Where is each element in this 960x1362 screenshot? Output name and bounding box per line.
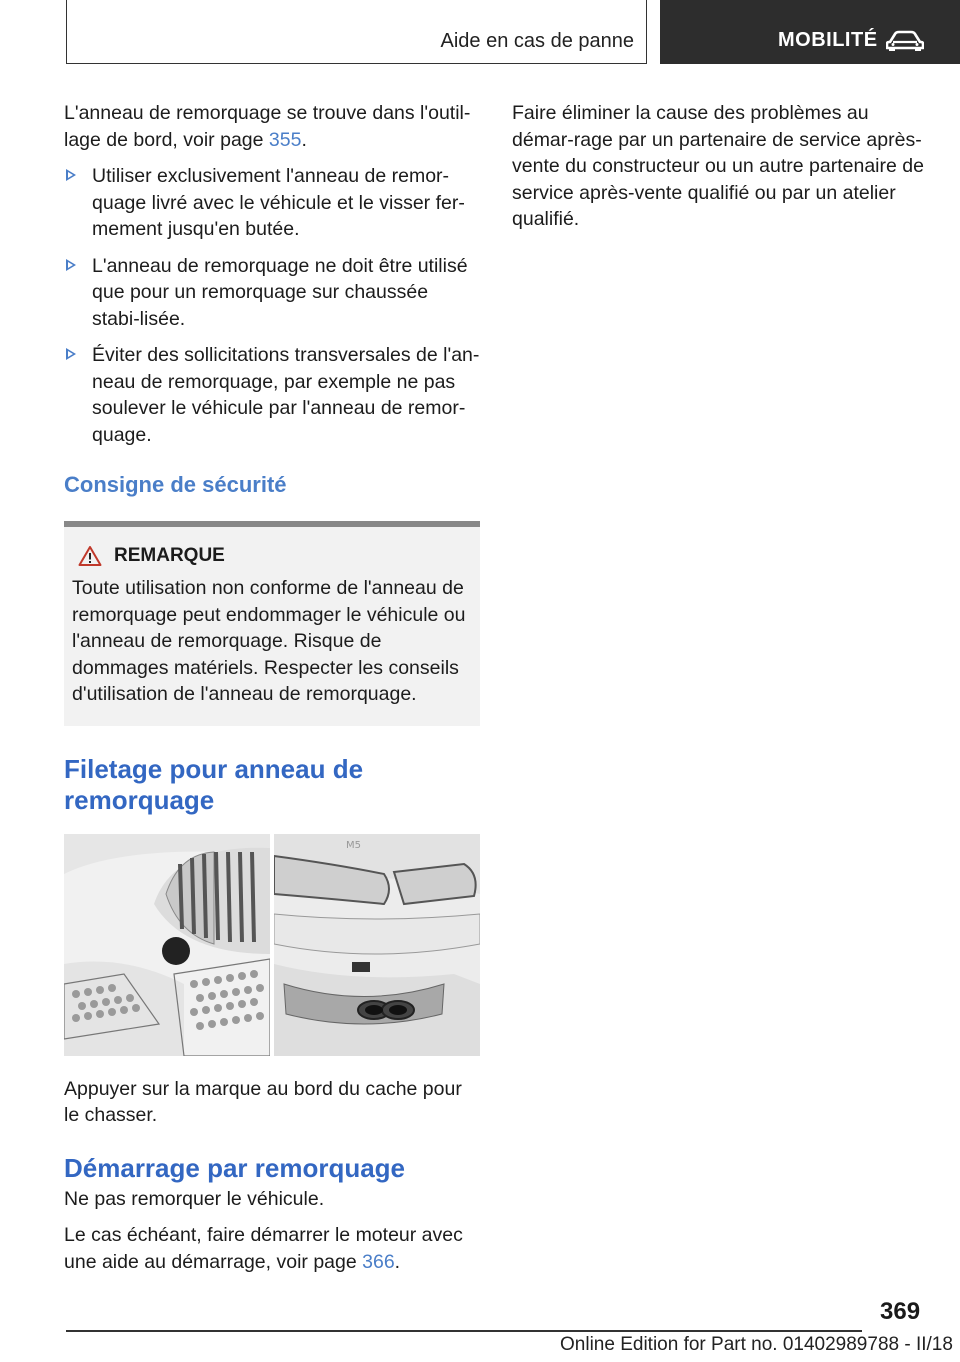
left-column bbox=[64, 100, 480, 1285]
list-item bbox=[64, 163, 480, 243]
triangle-bullet-icon bbox=[66, 348, 76, 360]
photo-caption: Appuyer sur la marque au bord du cache pour le chasser. bbox=[64, 1077, 462, 1126]
list-item bbox=[64, 253, 480, 333]
triangle-bullet-icon bbox=[66, 169, 76, 181]
list-item-text: L'anneau de remorquage ne doit être utilisé que pour un remorquage sur chaussée stabi-lisée. bbox=[92, 254, 468, 330]
right-paragraph: Faire éliminer la cause des problèmes au démar-rage par un partenaire de service après-vente du constructeur ou un autre partenaire de service après-vente qualifié ou par un atelier qualifié. bbox=[512, 102, 924, 230]
list-item bbox=[64, 342, 480, 448]
tow-start-paragraph-2 bbox=[64, 1222, 480, 1275]
page-number: 369 bbox=[880, 1298, 921, 1325]
intro-text: L'anneau de remorquage se trouve dans l'outil-lage de bord, voir page bbox=[64, 102, 471, 151]
header-section-box bbox=[66, 0, 647, 64]
list-item-text: Utiliser exclusivement l'anneau de remor-quage livré avec le véhicule et le visser fer-mement jusqu'en butée. bbox=[92, 165, 465, 240]
tow-start-text: Le cas échéant, faire démarrer le moteur avec une aide au démarrage, voir page bbox=[64, 1224, 463, 1273]
header-section-title: Aide en cas de panne bbox=[440, 30, 634, 52]
thread-heading: Filetage pour anneau de remorquage bbox=[64, 753, 364, 815]
list-item-text: Éviter des sollicitations transversales de l'an-neau de remorquage, par exemple ne pas soulever le véhicule par l'anneau de remor-quage. bbox=[92, 344, 480, 446]
notice-title: REMARQUE bbox=[114, 544, 225, 566]
footer-edition: Online Edition for Part no. 01402989788 - II/18 bbox=[560, 1334, 953, 1355]
notice-text: Toute utilisation non conforme de l'anneau de remorquage peut endommager le véhicule ou l'anneau de remorquage. Risque de dommages matériels. Respecter les conseils d'utilisation de l'anneau de remorquage. bbox=[72, 577, 466, 705]
front-bumper-image bbox=[64, 834, 270, 1056]
intro-paragraph bbox=[64, 100, 480, 153]
bullet-list bbox=[64, 163, 480, 448]
triangle-bullet-icon bbox=[66, 259, 76, 271]
safety-heading: Consigne de sécurité bbox=[64, 472, 287, 497]
svg-text:M5: M5 bbox=[346, 839, 361, 851]
right-column bbox=[512, 100, 928, 243]
tow-start-heading: Démarrage par remorquage bbox=[64, 1152, 406, 1183]
tow-start-paragraph-1: Ne pas remorquer le véhicule. bbox=[64, 1187, 325, 1210]
intro-end: . bbox=[301, 128, 307, 151]
page-link-355[interactable]: 355 bbox=[268, 128, 302, 151]
header-chapter-title: MOBILITÉ bbox=[778, 29, 878, 51]
page-link-366[interactable]: 366 bbox=[362, 1250, 395, 1273]
car-icon bbox=[886, 30, 924, 52]
rear-bumper-image bbox=[274, 834, 480, 1056]
warning-icon bbox=[78, 545, 102, 567]
tow-start-end: . bbox=[394, 1250, 401, 1273]
notice-title-row bbox=[72, 543, 472, 570]
footer-divider bbox=[66, 1330, 862, 1332]
photo-pair bbox=[64, 834, 480, 1056]
notice-box bbox=[64, 521, 480, 726]
